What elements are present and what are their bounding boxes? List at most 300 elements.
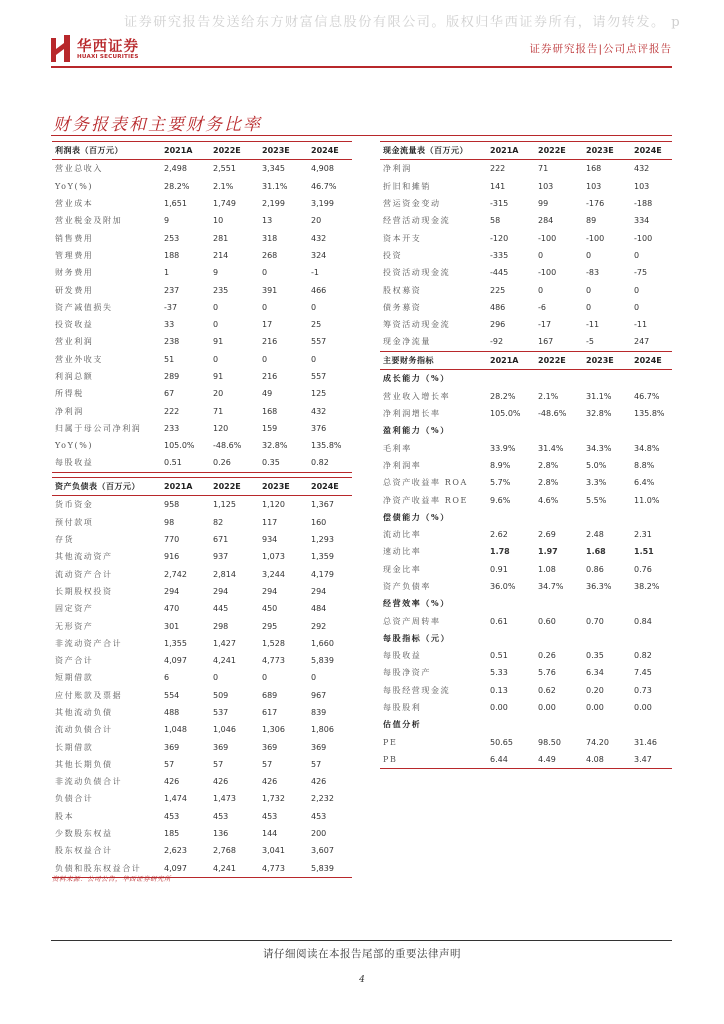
table-row: [52, 247, 352, 264]
value-cell: -83: [586, 268, 600, 278]
value-cell: 89: [586, 216, 597, 226]
value-cell: -37: [164, 302, 178, 312]
table-row: [52, 721, 352, 738]
value-cell: 324: [311, 250, 327, 260]
value-cell: 445: [213, 604, 229, 614]
row-label: 资产合计: [55, 656, 94, 666]
row-label: 存货: [55, 535, 75, 545]
value-cell: -100: [538, 233, 557, 243]
value-cell: 0.13: [490, 685, 508, 695]
value-cell: 0.00: [538, 703, 556, 713]
financial-ratios-table: [380, 351, 672, 769]
value-cell: 295: [262, 621, 278, 631]
value-cell: 0: [213, 320, 219, 330]
value-cell: -48.6%: [213, 441, 242, 451]
value-cell: 1,474: [164, 794, 187, 804]
value-cell: 0.91: [490, 564, 508, 574]
value-cell: 1,473: [213, 794, 236, 804]
table-row: [380, 195, 672, 212]
value-cell: 1,732: [262, 794, 285, 804]
value-cell: -100: [538, 268, 557, 278]
table-row: [380, 543, 672, 560]
table-row: [52, 617, 352, 634]
value-cell: 1,355: [164, 638, 187, 648]
value-cell: 292: [311, 621, 327, 631]
value-cell: 4,773: [260, 860, 309, 878]
value-cell: 5,839: [311, 656, 334, 666]
value-cell: 0: [262, 302, 268, 312]
value-cell: 31.4%: [538, 443, 564, 453]
row-label: 偿债能力（%）: [383, 511, 450, 522]
value-cell: 31.1%: [586, 391, 612, 401]
row-label: 应付账款及票据: [55, 690, 123, 700]
value-cell: 2,623: [164, 846, 187, 856]
value-cell: 28.2%: [490, 391, 516, 401]
value-cell: 1,359: [311, 552, 334, 562]
table-row: [52, 496, 352, 514]
value-cell: 200: [311, 829, 327, 839]
empty-cell: [584, 595, 632, 612]
table-header-row: [52, 478, 352, 496]
value-cell: 509: [213, 690, 229, 700]
row-label: 股东权益合计: [55, 846, 113, 856]
empty-cell: [632, 716, 672, 733]
value-cell: 453: [213, 811, 229, 821]
value-cell: 2024E: [632, 142, 672, 160]
value-cell: 3,345: [262, 164, 285, 174]
table-row: [52, 385, 352, 402]
value-cell: 185: [164, 829, 180, 839]
row-label: 负债合计: [55, 794, 94, 804]
value-cell: 167: [536, 333, 584, 351]
table-row: [52, 600, 352, 617]
value-cell: 2021A: [488, 142, 536, 160]
row-label: 负债和股东权益合计: [52, 860, 162, 878]
value-cell: 2.8%: [538, 460, 559, 470]
table-row: [380, 699, 672, 716]
row-label: 总资产周转率: [383, 616, 441, 626]
value-cell: 3,244: [262, 569, 285, 579]
value-cell: 1,651: [164, 199, 187, 209]
value-cell: 2.69: [538, 530, 556, 540]
value-cell: 2,814: [213, 569, 236, 579]
value-cell: 57: [311, 759, 322, 769]
value-cell: 1,125: [213, 500, 236, 510]
table-row: [380, 299, 672, 316]
value-cell: 105.0%: [490, 409, 521, 419]
row-label: 估值分析: [383, 719, 422, 730]
value-cell: 376: [311, 423, 327, 433]
value-cell: 450: [262, 604, 278, 614]
row-label: 流动比率: [383, 530, 422, 540]
value-cell: 0.62: [538, 685, 556, 695]
header-divider: [51, 66, 672, 68]
value-cell: 5.0%: [586, 460, 607, 470]
row-label: PE: [383, 737, 398, 747]
value-cell: 57: [164, 759, 175, 769]
empty-cell: [536, 595, 584, 612]
value-cell: 2024E: [309, 478, 352, 496]
row-label: 成长能力（%）: [383, 373, 450, 384]
table-row: [380, 178, 672, 195]
value-cell: 0: [586, 285, 592, 295]
value-cell: 0.26: [211, 454, 260, 472]
table-row: [52, 756, 352, 773]
row-label: 资产减值损失: [55, 302, 113, 312]
empty-cell: [632, 370, 672, 388]
row-label: 经营活动现金流: [383, 216, 451, 226]
value-cell: 0.35: [260, 454, 309, 472]
value-cell: 34.7%: [538, 582, 564, 591]
table-row: [380, 281, 672, 298]
value-cell: 0.00: [490, 703, 508, 713]
value-cell: 2023E: [584, 142, 632, 160]
row-label: 现金净流量: [380, 333, 488, 351]
value-cell: 4,908: [311, 164, 334, 174]
value-cell: 391: [262, 285, 278, 295]
value-cell: 135.8%: [311, 441, 342, 451]
table-row: [380, 734, 672, 751]
value-cell: 453: [262, 811, 278, 821]
table-row: [380, 422, 672, 439]
value-cell: -315: [490, 199, 509, 209]
value-cell: -11: [634, 320, 648, 330]
value-cell: 3,199: [311, 199, 334, 209]
empty-cell: [488, 509, 536, 526]
empty-cell: [488, 422, 536, 439]
empty-cell: [584, 630, 632, 647]
value-cell: 120: [213, 423, 229, 433]
table-row: [380, 578, 672, 595]
row-label: 预付款项: [55, 517, 94, 527]
value-cell: 289: [164, 372, 180, 381]
value-cell: 2023E: [260, 142, 309, 160]
value-cell: 225: [490, 285, 506, 295]
value-cell: 3.3%: [586, 478, 607, 488]
value-cell: 0: [634, 302, 640, 312]
huaxi-logo: [51, 35, 151, 65]
row-label: 净利润: [55, 406, 84, 416]
value-cell: 4.08: [584, 751, 632, 769]
row-label: 长期借款: [55, 742, 94, 752]
value-cell: 0.82: [309, 454, 352, 472]
value-cell: 1,749: [213, 199, 236, 209]
row-label: 利润表（百万元）: [52, 142, 162, 160]
value-cell: 426: [164, 777, 180, 787]
row-label: 财务费用: [55, 268, 94, 278]
row-label: 净利润率: [383, 460, 422, 470]
value-cell: 0.70: [586, 616, 604, 626]
section-divider: [51, 135, 672, 136]
row-label: 资本开支: [383, 233, 422, 243]
value-cell: 2,498: [164, 164, 187, 174]
empty-cell: [536, 630, 584, 647]
empty-cell: [584, 370, 632, 388]
page-number: 4: [359, 975, 365, 985]
value-cell: 25: [311, 320, 322, 330]
value-cell: 6: [164, 673, 170, 683]
table-row: [52, 531, 352, 548]
table-row: [52, 316, 352, 333]
value-cell: 1,073: [262, 552, 285, 562]
value-cell: 0.00: [586, 703, 604, 713]
value-cell: 0.84: [634, 616, 652, 626]
value-cell: 2023E: [584, 352, 632, 370]
value-cell: 144: [262, 829, 278, 839]
table-row: [380, 457, 672, 474]
value-cell: 235: [213, 285, 229, 295]
table-row: [52, 548, 352, 565]
value-cell: 1.97: [538, 547, 558, 557]
value-cell: 0: [538, 250, 544, 260]
value-cell: 33.9%: [490, 443, 516, 453]
value-cell: 2.31: [634, 530, 652, 540]
value-cell: 617: [262, 708, 278, 717]
row-label: 固定资产: [55, 604, 94, 614]
value-cell: 0.60: [538, 616, 556, 626]
row-label: 筹资活动现金流: [383, 320, 451, 330]
value-cell: 334: [634, 216, 650, 226]
value-cell: 160: [311, 517, 327, 527]
value-cell: -120: [490, 233, 509, 243]
empty-cell: [584, 716, 632, 733]
table-row: [52, 669, 352, 686]
table-row: [380, 630, 672, 647]
table-row: [52, 333, 352, 350]
table-row: [52, 825, 352, 842]
legal-disclaimer-note: 请仔细阅读在本报告尾部的重要法律声明: [263, 948, 461, 960]
row-label: 营业成本: [55, 199, 94, 209]
value-cell: 0: [262, 268, 268, 278]
value-cell: 689: [262, 690, 278, 700]
value-cell: 0: [311, 302, 317, 312]
value-cell: 0.00: [634, 703, 652, 713]
value-cell: 82: [213, 517, 224, 527]
value-cell: 28.2%: [164, 181, 190, 191]
value-cell: -75: [634, 268, 648, 278]
table-row: [380, 491, 672, 508]
row-label: 股本: [55, 811, 75, 821]
source-note: 资料来源：公司公告，华西证券研究所: [52, 875, 171, 883]
value-cell: 9.6%: [490, 495, 511, 505]
table-row: [380, 405, 672, 422]
table-row: [52, 738, 352, 755]
value-cell: 216: [262, 372, 278, 381]
footer-divider: [51, 940, 672, 941]
value-cell: 934: [262, 535, 278, 545]
value-cell: 98.50: [538, 737, 561, 747]
value-cell: -445: [490, 268, 509, 278]
row-label: 每股股利: [383, 703, 422, 713]
value-cell: -6: [538, 302, 546, 312]
value-cell: 4,097: [162, 860, 211, 878]
table-row: [380, 647, 672, 664]
value-cell: 17: [262, 320, 273, 330]
table-row: [380, 664, 672, 681]
row-label: PB: [380, 751, 488, 769]
value-cell: 1,528: [262, 638, 285, 648]
value-cell: 159: [262, 423, 278, 433]
row-label: 债务募资: [383, 302, 422, 312]
row-label: 其他流动资产: [55, 552, 113, 562]
value-cell: 1,046: [213, 725, 236, 735]
value-cell: 74.20: [586, 737, 609, 747]
value-cell: 247: [632, 333, 672, 351]
value-cell: 4,241: [211, 860, 260, 878]
value-cell: 557: [311, 337, 327, 347]
value-cell: 6.34: [586, 668, 604, 678]
value-cell: 168: [586, 164, 602, 174]
section-title: 财务报表和主要财务比率: [53, 115, 262, 135]
row-label: 销售费用: [55, 233, 94, 243]
empty-cell: [536, 716, 584, 733]
empty-cell: [584, 422, 632, 439]
balance-sheet-table: [52, 477, 352, 878]
value-cell: 36.3%: [586, 582, 612, 591]
row-label: 流动资产合计: [55, 569, 113, 579]
value-cell: 0.86: [586, 564, 604, 574]
empty-cell: [536, 509, 584, 526]
value-cell: 9: [213, 268, 219, 278]
row-label: 非流动负债合计: [55, 777, 123, 787]
value-cell: 125: [311, 389, 327, 399]
table-row: [380, 682, 672, 699]
value-cell: 3,041: [262, 846, 285, 856]
value-cell: -11: [586, 320, 600, 330]
empty-cell: [536, 422, 584, 439]
row-label: YoY(%): [55, 441, 94, 451]
table-row: [52, 351, 352, 368]
row-label: 股权募资: [383, 285, 422, 295]
table-row: [52, 454, 352, 472]
row-label: 现金流量表（百万元）: [380, 142, 488, 160]
empty-cell: [488, 595, 536, 612]
value-cell: 4.6%: [538, 495, 559, 505]
income-statement-table: [52, 141, 352, 473]
value-cell: 0.35: [586, 651, 604, 661]
value-cell: 2.8%: [538, 478, 559, 488]
row-label: 每股指标（元）: [383, 632, 451, 643]
value-cell: 135.8%: [634, 409, 665, 419]
value-cell: 1,660: [311, 638, 334, 648]
value-cell: 5.5%: [586, 495, 607, 505]
value-cell: 1.08: [538, 564, 556, 574]
value-cell: 141: [490, 181, 506, 191]
value-cell: 268: [262, 250, 278, 260]
value-cell: 0.26: [538, 651, 556, 661]
value-cell: 46.7%: [634, 391, 660, 401]
row-label: 净资产收益率 ROE: [383, 495, 468, 505]
value-cell: 0: [538, 285, 544, 295]
value-cell: 0: [634, 285, 640, 295]
row-label: 少数股东权益: [55, 829, 113, 839]
table-row: [52, 402, 352, 419]
value-cell: 432: [634, 164, 650, 174]
value-cell: 1,120: [262, 500, 285, 510]
value-cell: 1,293: [311, 535, 334, 545]
value-cell: 3.47: [632, 751, 672, 769]
value-cell: 0.82: [634, 651, 652, 661]
value-cell: 4.49: [536, 751, 584, 769]
table-row: [380, 388, 672, 405]
value-cell: 2023E: [260, 478, 309, 496]
value-cell: 6.4%: [634, 478, 655, 488]
value-cell: 0: [213, 354, 219, 364]
value-cell: 71: [213, 406, 224, 416]
value-cell: -92: [488, 333, 536, 351]
row-label: 营业税金及附加: [55, 216, 123, 226]
value-cell: -100: [634, 233, 653, 243]
value-cell: 233: [164, 423, 180, 433]
row-label: 其他长期负债: [55, 759, 113, 769]
row-label: 研发费用: [55, 285, 94, 295]
row-label: 短期借款: [55, 673, 94, 683]
value-cell: 671: [213, 535, 229, 545]
value-cell: 214: [213, 250, 229, 260]
table-header-row: [380, 352, 672, 370]
value-cell: 0: [634, 250, 640, 260]
logo-cn-text: 华西证券: [77, 39, 139, 55]
value-cell: 13: [262, 216, 273, 226]
row-label: 毛利率: [383, 443, 412, 453]
row-label: 管理费用: [55, 250, 94, 260]
value-cell: 237: [164, 285, 180, 295]
cash-flow-table: [380, 141, 672, 352]
value-cell: 5,839: [309, 860, 352, 878]
value-cell: 294: [311, 586, 327, 596]
table-row: [52, 178, 352, 195]
value-cell: 294: [213, 586, 229, 596]
value-cell: 0: [213, 673, 219, 683]
row-label: 总资产收益率 ROA: [383, 478, 468, 488]
value-cell: 9: [164, 216, 170, 226]
row-label: 速动比率: [383, 547, 422, 557]
value-cell: 770: [164, 535, 180, 545]
table-row: [380, 716, 672, 733]
row-label: 长期股权投资: [55, 586, 113, 596]
row-label: 其他流动负债: [55, 708, 113, 717]
table-row: [52, 687, 352, 704]
value-cell: 222: [164, 406, 180, 416]
value-cell: 1.68: [586, 547, 606, 557]
value-cell: 1: [164, 268, 170, 278]
empty-cell: [632, 595, 672, 612]
value-cell: 105.0%: [164, 441, 195, 451]
row-label: 每股收益: [383, 651, 422, 661]
value-cell: 453: [311, 811, 327, 821]
value-cell: -176: [586, 199, 605, 209]
watermark-text: 证券研究报告发送给东方财富信息股份有限公司。版权归华西证券所有，请勿转发。 p: [124, 15, 682, 30]
value-cell: -5: [584, 333, 632, 351]
value-cell: 2022E: [536, 142, 584, 160]
row-label: 现金比率: [383, 564, 422, 574]
value-cell: 2021A: [162, 142, 211, 160]
value-cell: 51: [164, 354, 175, 364]
row-label: 每股净资产: [383, 668, 431, 678]
row-label: 投资收益: [55, 320, 94, 330]
value-cell: 238: [164, 337, 180, 347]
value-cell: 426: [213, 777, 229, 787]
value-cell: 103: [538, 181, 554, 191]
value-cell: 57: [262, 759, 273, 769]
value-cell: 32.8%: [262, 441, 288, 451]
row-label: 经营效率（%）: [383, 598, 450, 609]
row-label: 资产负债率: [383, 582, 431, 591]
table-row: [380, 526, 672, 543]
value-cell: 0: [262, 673, 268, 683]
value-cell: 426: [311, 777, 327, 787]
value-cell: 5.76: [538, 668, 556, 678]
